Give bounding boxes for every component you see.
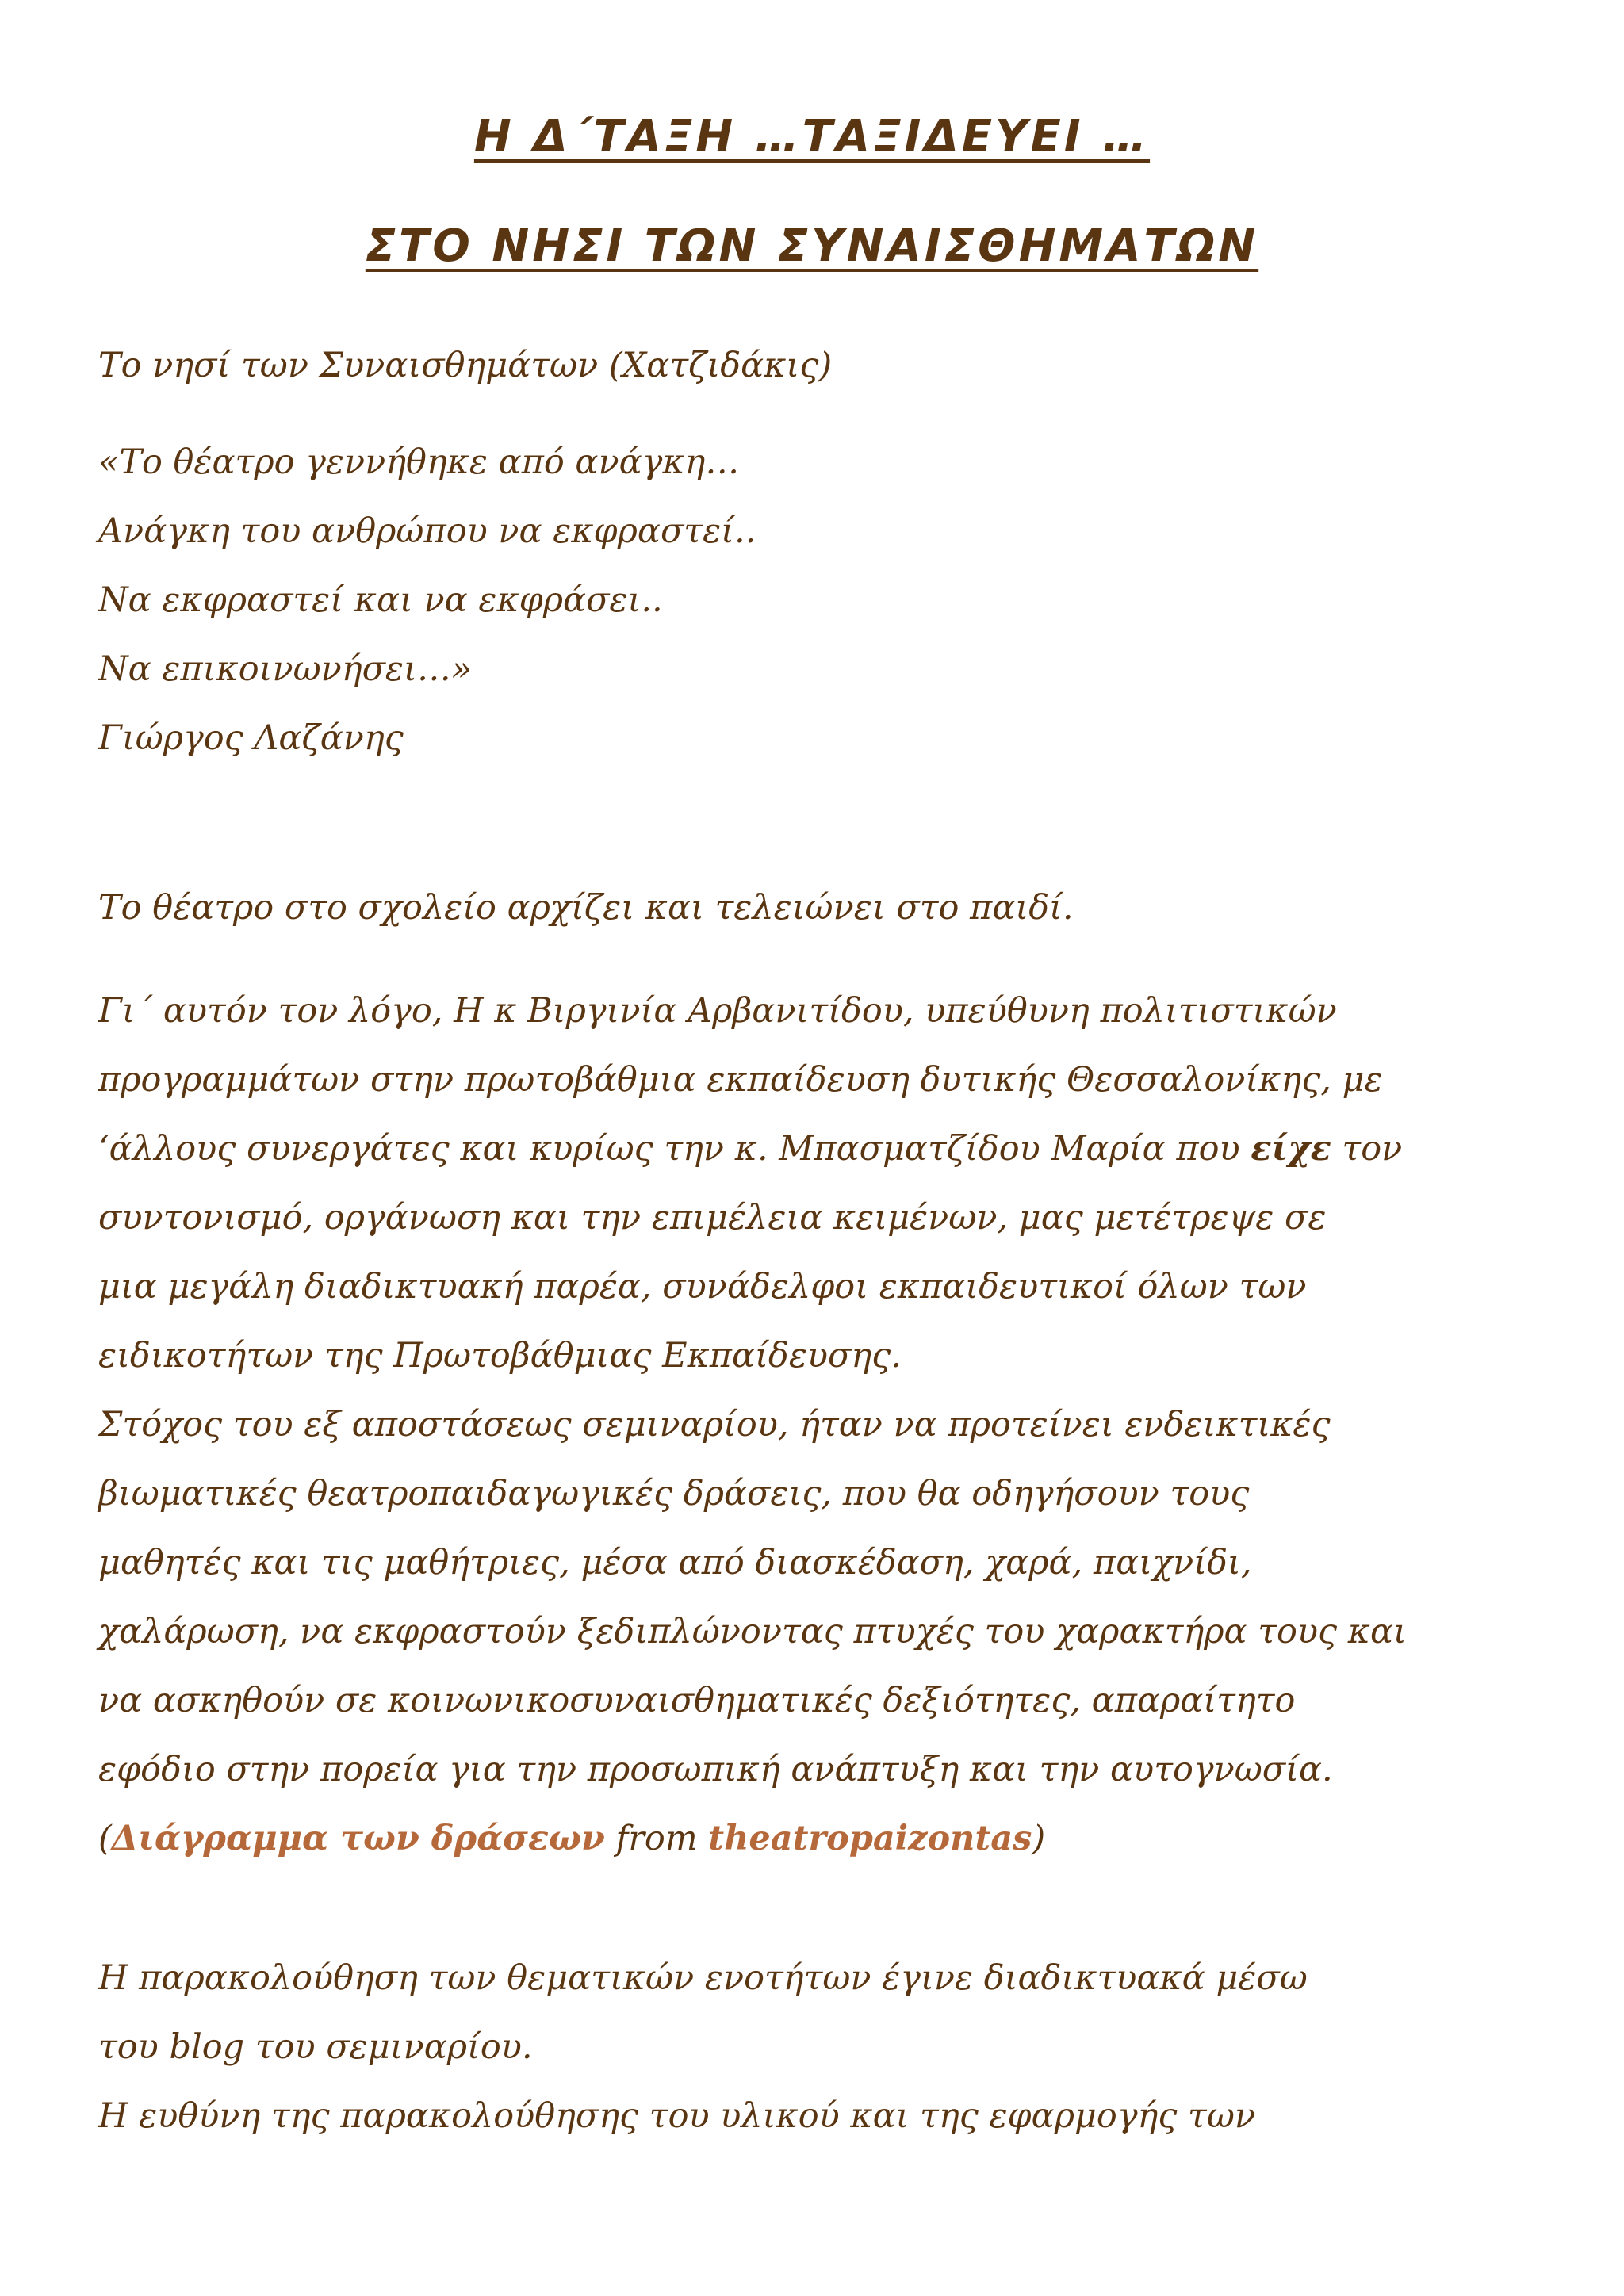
paragraph-line: εφόδιο στην πορεία για την προσωπική ανάπτυξη και την αυτογνωσία.	[98, 1750, 1333, 1789]
intro-paragraph	[98, 874, 1542, 943]
paragraph-line: μαθητές και τις μαθήτριες, μέσα από διασκέδαση, χαρά, παιχνίδι,	[98, 1543, 1252, 1582]
second-paragraph	[98, 1944, 1542, 2151]
from-text: from	[604, 1819, 709, 1858]
quote-line: «Το θέατρο γεννήθηκε από ανάγκη…	[98, 442, 740, 482]
page-subtitle-heading: ΣΤΟ ΝΗΣΙ ΤΩΝ ΣΥΝΑΙΣΘΗΜΑΤΩΝ	[365, 220, 1259, 272]
paragraph-line: του blog του σεμιναρίου.	[98, 2027, 533, 2067]
paragraph-line: να ασκηθούν σε κοινωνικοσυναισθηματικές δεξιότητες, απαραίτητο	[98, 1681, 1296, 1720]
paragraph-line: μια μεγάλη διαδικτυακή παρέα, συνάδελφοι εκπαιδευτικοί όλων των	[98, 1267, 1307, 1307]
main-paragraph	[98, 977, 1542, 1873]
song-reference	[98, 331, 1542, 400]
paren-open: (	[98, 1819, 112, 1858]
quote-line: Ανάγκη του ανθρώπου να εκφραστεί..	[98, 511, 756, 551]
quote-block	[98, 428, 1542, 773]
paren-close: )	[1032, 1819, 1046, 1858]
intro-text: Το θέατρο στο σχολείο αρχίζει και τελειώνει στο παιδί.	[98, 888, 1074, 928]
paragraph-line: ειδικοτήτων της Πρωτοβάθμιας Εκπαίδευσης.	[98, 1336, 902, 1376]
paragraph-line: προγραμμάτων στην πρωτοβάθμια εκπαίδευση δυτικής Θεσσαλονίκης, με	[98, 1060, 1383, 1100]
diagram-link[interactable]: Διάγραμμα των δράσεων	[111, 1819, 605, 1858]
paragraph-line: συντονισμό, οργάνωση και την επιμέλεια κειμένων, μας μετέτρεψε σε	[98, 1198, 1327, 1238]
source-link[interactable]: theatropaizontas	[708, 1819, 1032, 1858]
paragraph-text: τον	[1331, 1129, 1403, 1169]
quote-line: Να εκφραστεί και να εκφράσει..	[98, 580, 663, 620]
paragraph-line: Γι΄ αυτόν τον λόγο, Η κ Βιργινία Αρβανιτίδου, υπεύθυνη πολιτιστικών	[98, 991, 1337, 1031]
diagram-reference	[98, 1804, 1542, 1873]
emphasized-word: είχε	[1251, 1129, 1331, 1169]
page-title: Η Δ΄ΤΑΞΗ …ΤΑΞΙΔΕΥΕΙ …	[473, 111, 1151, 163]
paragraph-line: Στόχος του εξ αποστάσεως σεμιναρίου, ήταν να προτείνει ενδεικτικές	[98, 1405, 1331, 1445]
paragraph-line	[98, 1115, 1542, 1184]
paragraph-line: βιωματικές θεατροπαιδαγωγικές δράσεις, που θα οδηγήσουν τους	[98, 1474, 1250, 1513]
song-reference-text: Το νησί των Συναισθημάτων (Χατζιδάκις)	[98, 346, 833, 385]
paragraph-line: χαλάρωση, να εκφραστούν ξεδιπλώνοντας πτυχές του χαρακτήρα τους και	[98, 1612, 1407, 1651]
paragraph-line: Η παρακολούθηση των θεματικών ενοτήτων έγινε διαδικτυακά μέσω	[98, 1958, 1308, 1998]
paragraph-text: ‘άλλους συνεργάτες και κυρίως την κ. Μπασματζίδου Μαρία που	[98, 1129, 1251, 1169]
quote-author: Γιώργος Λαζάνης	[98, 718, 404, 758]
paragraph-line: Η ευθύνη της παρακολούθησης του υλικού και της εφαρμογής των	[98, 2096, 1256, 2136]
quote-line: Να επικοινωνήσει…»	[98, 649, 473, 689]
